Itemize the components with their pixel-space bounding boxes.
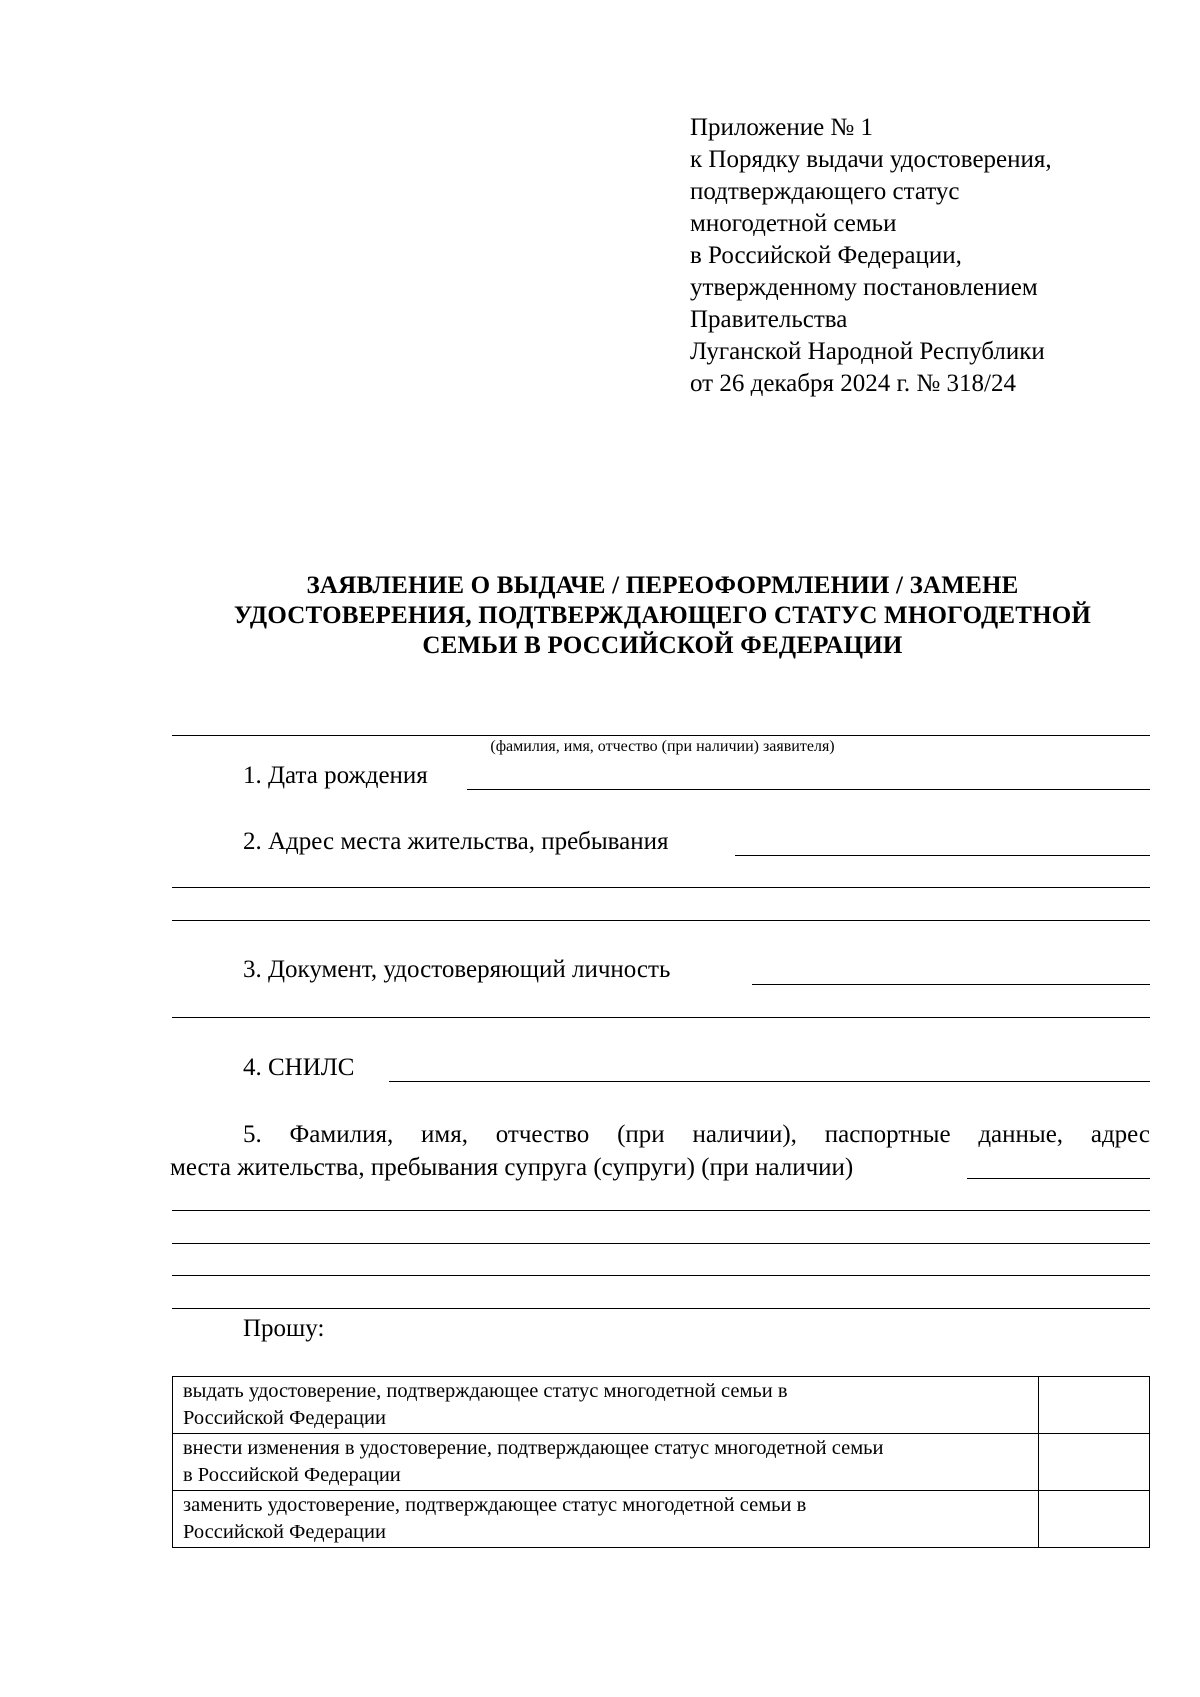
annex-line: Правительства bbox=[690, 306, 848, 333]
request-option-text-line: выдать удостоверение, подтверждающее статус многодетной семьи в bbox=[183, 1380, 788, 1402]
birth-date-field[interactable] bbox=[467, 789, 1150, 790]
request-option-text-line: Российской Федерации bbox=[183, 1521, 386, 1543]
spouse-data-field-line[interactable] bbox=[172, 1243, 1150, 1244]
annex-line: от 26 декабря 2024 г. № 318/24 bbox=[690, 370, 1016, 397]
snils-field[interactable] bbox=[389, 1081, 1150, 1082]
request-option-text-line: внести изменения в удостоверение, подтверждающее статус многодетной семьи bbox=[183, 1437, 884, 1459]
title-line: УДОСТОВЕРЕНИЯ, ПОДТВЕРЖДАЮЩЕГО СТАТУС МНОГОДЕТНОЙ bbox=[233, 602, 1092, 629]
address-field-line[interactable] bbox=[172, 887, 1150, 888]
spouse-data-label-line: 5. Фамилия, имя, отчество (при наличии), паспортные данные, адрес bbox=[243, 1121, 1150, 1148]
annex-reference-block bbox=[690, 112, 1052, 400]
applicant-name-field[interactable] bbox=[172, 735, 1150, 736]
spouse-data-label bbox=[170, 1118, 1150, 1184]
annex-line: многодетной семьи bbox=[690, 210, 897, 237]
request-option-text bbox=[173, 1491, 1039, 1548]
document-title bbox=[170, 571, 1155, 661]
annex-line: подтверждающего статус bbox=[690, 178, 960, 205]
request-option-text-line: Российской Федерации bbox=[183, 1407, 386, 1429]
request-option-text bbox=[173, 1434, 1039, 1491]
request-option-text-line: заменить удостоверение, подтверждающее статус многодетной семьи в bbox=[183, 1494, 807, 1516]
birth-date-label: 1. Дата рождения bbox=[243, 762, 428, 789]
request-option-row bbox=[173, 1377, 1150, 1434]
title-line: СЕМЬИ В РОССИЙСКОЙ ФЕДЕРАЦИИ bbox=[422, 632, 903, 659]
identity-document-field-line[interactable] bbox=[172, 1017, 1150, 1018]
address-field-line[interactable] bbox=[172, 920, 1150, 921]
request-option-text bbox=[173, 1377, 1039, 1434]
title-line: ЗАЯВЛЕНИЕ О ВЫДАЧЕ / ПЕРЕОФОРМЛЕНИИ / ЗАМЕНЕ bbox=[306, 572, 1019, 599]
snils-label: 4. СНИЛС bbox=[243, 1054, 355, 1081]
spouse-data-field-line[interactable] bbox=[172, 1210, 1150, 1211]
annex-line: к Порядку выдачи удостоверения, bbox=[690, 146, 1052, 173]
request-label: Прошу: bbox=[243, 1315, 325, 1342]
identity-document-field[interactable] bbox=[752, 984, 1150, 985]
spouse-data-label-line: места жительства, пребывания супруга (супруги) (при наличии) bbox=[170, 1154, 854, 1181]
address-field[interactable] bbox=[735, 855, 1150, 856]
identity-document-label: 3. Документ, удостоверяющий личность bbox=[243, 956, 671, 983]
request-option-checkbox[interactable] bbox=[1039, 1434, 1150, 1491]
request-option-row bbox=[173, 1434, 1150, 1491]
address-label: 2. Адрес места жительства, пребывания bbox=[243, 828, 669, 855]
request-options-table bbox=[172, 1376, 1150, 1548]
annex-line: Приложение № 1 bbox=[690, 114, 874, 141]
request-option-checkbox[interactable] bbox=[1039, 1377, 1150, 1434]
request-option-row bbox=[173, 1491, 1150, 1548]
request-option-text-line: в Российской Федерации bbox=[183, 1464, 401, 1486]
applicant-name-caption: (фамилия, имя, отчество (при наличии) заявителя) bbox=[490, 738, 835, 755]
request-option-checkbox[interactable] bbox=[1039, 1491, 1150, 1548]
annex-line: Луганской Народной Республики bbox=[690, 338, 1045, 365]
spouse-data-field-line[interactable] bbox=[172, 1275, 1150, 1276]
spouse-data-field[interactable] bbox=[967, 1178, 1150, 1179]
spouse-data-field-line[interactable] bbox=[172, 1308, 1150, 1309]
annex-line: в Российской Федерации, bbox=[690, 242, 962, 269]
annex-line: утвержденному постановлением bbox=[690, 274, 1038, 301]
